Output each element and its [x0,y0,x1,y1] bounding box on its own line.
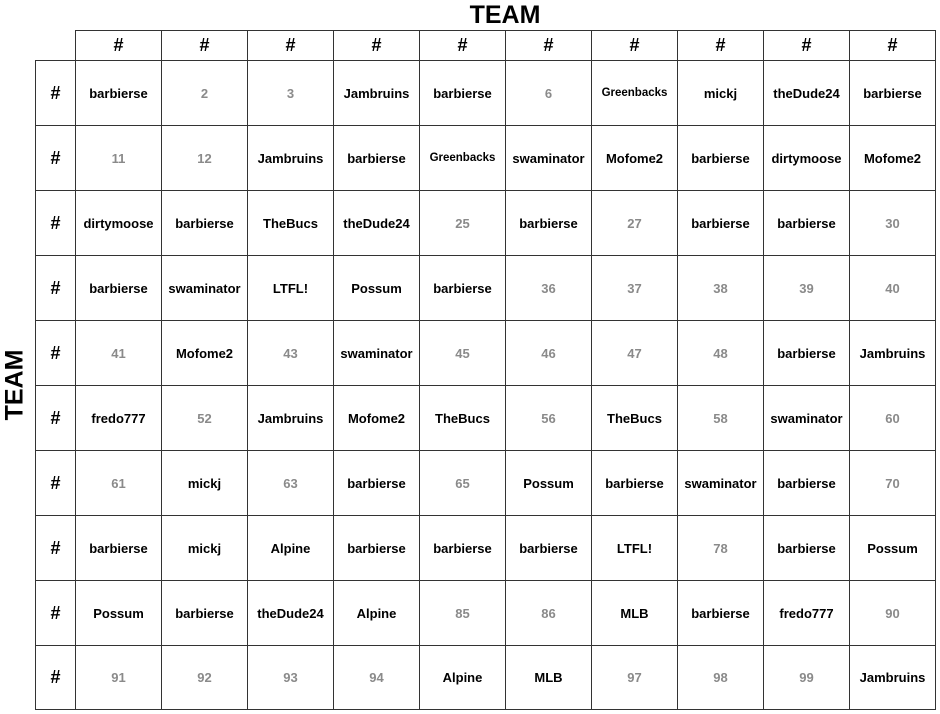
grid-row [36,581,935,646]
column-header-cell: # [419,31,505,60]
column-header-cell: # [849,31,936,60]
claimed-square[interactable]: Alpine [334,581,420,645]
claimed-square[interactable]: barbierse [76,516,162,580]
claimed-square[interactable]: Jambruins [334,61,420,125]
claimed-square[interactable]: barbierse [764,191,850,255]
claimed-square[interactable]: barbierse [162,191,248,255]
claimed-square[interactable]: Alpine [420,646,506,709]
open-square[interactable]: 40 [885,280,900,296]
open-square[interactable]: 92 [162,646,248,709]
claimed-square[interactable]: barbierse [420,61,506,125]
column-header-cell: # [75,31,161,60]
claimed-square[interactable]: LTFL! [248,256,334,320]
column-header-cell: # [677,31,763,60]
claimed-square[interactable]: barbierse [334,451,420,515]
open-square[interactable]: 30 [885,215,900,231]
open-square[interactable]: 27 [592,191,678,255]
top-team-title: TEAM [469,1,541,29]
column-header-cell: # [591,31,677,60]
claimed-square[interactable]: Mofome2 [863,150,922,166]
claimed-square[interactable]: swaminator [764,386,850,450]
claimed-square[interactable]: Possum [506,451,592,515]
claimed-square[interactable]: mickj [162,516,248,580]
open-square[interactable]: 99 [764,646,850,709]
claimed-square[interactable]: barbierse [334,516,420,580]
open-square[interactable]: 86 [506,581,592,645]
claimed-square[interactable]: MLB [506,646,592,709]
claimed-square[interactable]: barbierse [678,581,764,645]
column-header-cell: # [505,31,591,60]
open-square[interactable]: 94 [334,646,420,709]
column-header-cell: # [161,31,247,60]
claimed-square[interactable]: TheBucs [592,386,678,450]
row-header-cell: # [36,451,76,515]
open-square[interactable]: 37 [592,256,678,320]
claimed-square[interactable]: barbierse [334,126,420,190]
open-square[interactable]: 36 [506,256,592,320]
claimed-square[interactable]: fredo777 [764,581,850,645]
row-header-cell: # [36,581,76,645]
claimed-square[interactable]: barbierse [678,191,764,255]
open-square[interactable]: 3 [248,61,334,125]
open-square[interactable]: 70 [885,475,900,491]
claimed-square[interactable]: Jambruins [859,345,926,361]
open-square[interactable]: 41 [76,321,162,385]
column-header-row [75,30,936,60]
claimed-square[interactable]: swaminator [506,126,592,190]
claimed-square[interactable]: Possum [334,256,420,320]
claimed-square[interactable]: Jambruins [248,386,334,450]
open-square[interactable]: 63 [248,451,334,515]
claimed-square[interactable]: swaminator [678,451,764,515]
claimed-square[interactable]: barbierse [764,516,850,580]
claimed-square[interactable]: MLB [592,581,678,645]
claimed-square[interactable]: barbierse [863,85,922,101]
column-header-cell: # [333,31,419,60]
open-square[interactable]: 65 [420,451,506,515]
grid-row [36,386,935,451]
claimed-square[interactable]: Mofome2 [334,386,420,450]
claimed-square[interactable]: Greenbacks [420,126,506,190]
row-header-cell: # [36,191,76,255]
open-square[interactable]: 90 [885,605,900,621]
claimed-square[interactable]: theDude24 [764,61,850,125]
column-header-cell: # [763,31,849,60]
claimed-square[interactable]: TheBucs [248,191,334,255]
claimed-square[interactable]: Greenbacks [592,61,678,125]
claimed-square[interactable]: Mofome2 [162,321,248,385]
open-square[interactable]: 97 [592,646,678,709]
open-square[interactable]: 39 [764,256,850,320]
claimed-square[interactable]: barbierse [162,581,248,645]
claimed-square[interactable]: barbierse [420,516,506,580]
row-header-cell: # [36,61,76,125]
claimed-square[interactable]: mickj [678,61,764,125]
open-square[interactable]: 85 [420,581,506,645]
row-header-cell: # [36,321,76,385]
row-header-cell: # [36,516,76,580]
open-square[interactable]: 38 [678,256,764,320]
claimed-square[interactable]: Possum [867,540,918,556]
row-header-cell: # [36,646,76,709]
open-square[interactable]: 52 [162,386,248,450]
claimed-square[interactable]: dirtymoose [76,191,162,255]
side-team-title: TEAM [0,349,29,421]
open-square[interactable]: 25 [420,191,506,255]
row-header-cell: # [36,256,76,320]
claimed-square[interactable]: barbierse [76,256,162,320]
claimed-square[interactable]: TheBucs [420,386,506,450]
grid-row [36,321,935,386]
open-square[interactable]: 2 [162,61,248,125]
open-square[interactable]: 78 [678,516,764,580]
open-square[interactable]: 48 [678,321,764,385]
claimed-square[interactable]: Jambruins [859,670,926,685]
grid-row [36,61,935,126]
open-square[interactable]: 56 [506,386,592,450]
claimed-square[interactable]: LTFL! [592,516,678,580]
claimed-square[interactable]: barbierse [420,256,506,320]
row-header-cell: # [36,386,76,450]
claimed-square[interactable]: barbierse [506,191,592,255]
claimed-square[interactable]: fredo777 [76,386,162,450]
claimed-square[interactable]: barbierse [678,126,764,190]
grid-row [36,646,935,709]
claimed-square[interactable]: dirtymoose [764,126,850,190]
claimed-square[interactable]: Jambruins [248,126,334,190]
open-square[interactable]: 91 [76,646,162,709]
claimed-square[interactable]: barbierse [592,451,678,515]
claimed-square[interactable]: Alpine [248,516,334,580]
claimed-square[interactable]: barbierse [764,451,850,515]
open-square[interactable]: 93 [248,646,334,709]
claimed-square[interactable]: mickj [162,451,248,515]
claimed-square[interactable]: theDude24 [248,581,334,645]
open-square[interactable]: 43 [248,321,334,385]
claimed-square[interactable]: swaminator [334,321,420,385]
grid-row [36,126,935,191]
claimed-square[interactable]: barbierse [76,61,162,125]
column-header-cell: # [247,31,333,60]
claimed-square[interactable]: Mofome2 [592,126,678,190]
open-square[interactable]: 61 [76,451,162,515]
squares-grid [35,60,936,710]
open-square[interactable]: 12 [162,126,248,190]
claimed-square[interactable]: theDude24 [334,191,420,255]
claimed-square[interactable]: barbierse [506,516,592,580]
grid-row [36,516,935,581]
open-square[interactable]: 46 [506,321,592,385]
claimed-square[interactable]: swaminator [162,256,248,320]
open-square[interactable]: 47 [592,321,678,385]
open-square[interactable]: 11 [76,126,162,190]
grid-row [36,451,935,516]
claimed-square[interactable]: Possum [76,581,162,645]
grid-row [36,191,935,256]
open-square[interactable]: 60 [885,410,900,426]
claimed-square[interactable]: barbierse [764,321,850,385]
row-header-cell: # [36,126,76,190]
open-square[interactable]: 98 [678,646,764,709]
open-square[interactable]: 58 [678,386,764,450]
open-square[interactable]: 6 [506,61,592,125]
grid-row [36,256,935,321]
open-square[interactable]: 45 [420,321,506,385]
